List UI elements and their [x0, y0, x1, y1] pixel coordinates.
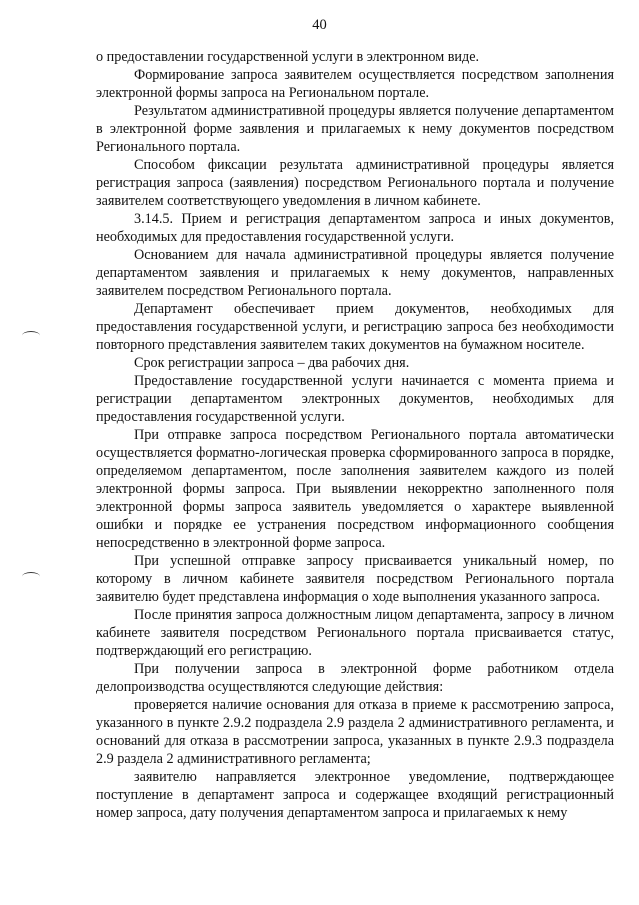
paragraph: Срок регистрации запроса – два рабочих дня. — [134, 355, 410, 371]
paragraph: При отправке запроса посредством Регионального портала автоматически осуществляется форматно-логическая проверка сформированного запроса в порядке, определяемом департаментом, после заполнения заявителем каждого из полей электронной формы запроса. При выявлении некорректно заполненного поля электронной формы запроса заявитель уведомляется о характере выявленной ошибки и порядке ее устранения посредством информационного сообщения непосредственно в электронной форме запроса. — [96, 427, 614, 551]
paragraph: При успешной отправке запросу присваивается уникальный номер, по которому в личном кабинете заявителя посредством Регионального портала заявителю будет представлена информация о ходе выполнения указанного запроса. — [96, 553, 614, 605]
paragraph: Департамент обеспечивает прием документов, необходимых для предоставления государственной услуги, и регистрацию запроса без необходимости повторного представления заявителем таких документов на бумажном носителе. — [96, 301, 614, 353]
paragraph: о предоставлении государственной услуги в электронном виде. — [96, 49, 480, 65]
margin-mark — [22, 572, 40, 581]
document-body — [96, 48, 614, 822]
margin-mark — [22, 331, 40, 340]
paragraph: Формирование запроса заявителем осуществляется посредством заполнения электронной формы запроса на Региональном портале. — [96, 67, 614, 101]
paragraph: Результатом административной процедуры является получение департаментом в электронной форме заявления и прилагаемых к нему документов посредством Регионального портала. — [96, 103, 614, 155]
list-item-paragraph: проверяется наличие основания для отказа в приеме к рассмотрению запроса, указанного в пункте 2.9.2 подраздела 2.9 раздела 2 административного регламента, и оснований для отказа в рассмотрении запроса, указанных в пункте 2.9.3 подраздела 2.9 раздела 2 административного регламента; — [96, 697, 614, 767]
section-heading-paragraph: 3.14.5. Прием и регистрация департаментом запроса и иных документов, необходимых для предоставления государственной услуги. — [96, 211, 614, 245]
paragraph: При получении запроса в электронной форме работником отдела делопроизводства осуществляются следующие действия: — [96, 661, 614, 695]
paragraph: Предоставление государственной услуги начинается с момента приема и регистрации департаментом электронных документов, необходимых для предоставления государственной услуги. — [96, 373, 614, 425]
paragraph: Основанием для начала административной процедуры является получение департаментом заявления и прилагаемых к нему документов, направленных заявителем посредством Регионального портала. — [96, 247, 614, 299]
paragraph: Способом фиксации результата административной процедуры является регистрация запроса (заявления) посредством Регионального портала и получение заявителем соответствующего уведомления в личном кабинете. — [96, 157, 614, 209]
paragraph: После принятия запроса должностным лицом департамента, запросу в личном кабинете заявителя посредством Регионального портала присваивается статус, подтверждающий его регистрацию. — [96, 607, 614, 659]
page-number: 40 — [312, 17, 327, 33]
list-item-paragraph: заявителю направляется электронное уведомление, подтверждающее поступление в департамент запроса и содержащее входящий регистрационный номер запроса, дату получения департаментом запроса и прилагаемых к нему — [96, 769, 614, 821]
